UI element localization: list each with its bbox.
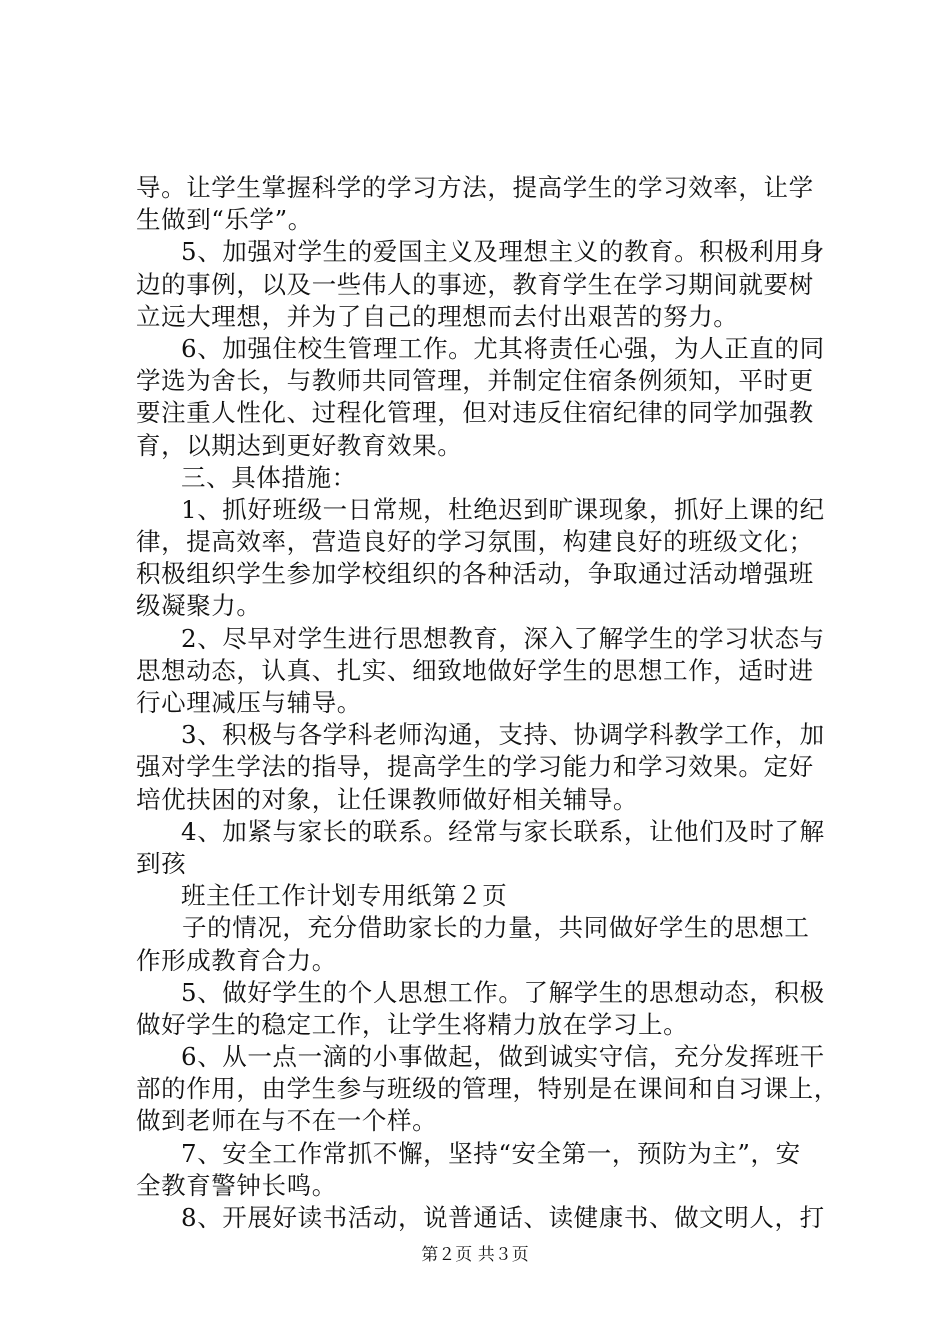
text-line: 2、尽早对学生进行思想教育，深入了解学生的学习状态与 xyxy=(181,623,825,653)
text-line: 3、积极与各学科老师沟通，支持、协调学科教学工作，加 xyxy=(181,720,825,750)
text-line: 学选为舍长，与教师共同管理，并制定住宿条例须知，平时更 xyxy=(136,366,814,396)
text-line: 做到老师在与不在一个样。 xyxy=(136,1106,438,1136)
text-line: 6、加强住校生管理工作。尤其将责任心强，为人正直的同 xyxy=(181,333,825,363)
text-line: 级凝聚力。 xyxy=(136,591,262,621)
text-line: 导。让学生掌握科学的学习方法，提高学生的学习效率，让学 xyxy=(136,173,814,202)
text-line: 育，以期达到更好教育效果。 xyxy=(136,430,463,460)
text-line: 立远大理想，并为了自己的理想而去付出艰苦的努力。 xyxy=(136,301,739,331)
page-footer: 第２页 共３页 xyxy=(421,1245,529,1265)
text-line: 强对学生学法的指导，提高学生的学习能力和学习效果。定好 xyxy=(136,752,814,782)
text-line: 6、从一点一滴的小事做起，做到诚实守信，充分发挥班干 xyxy=(181,1042,825,1072)
section-heading: 三、具体措施： xyxy=(181,462,357,492)
text-line: 4、加紧与家长的联系。经常与家长联系，让他们及时了解 xyxy=(181,816,825,846)
text-line: 全教育警钟长鸣。 xyxy=(136,1170,337,1200)
text-line: 做好学生的稳定工作，让学生将精力放在学习上。 xyxy=(136,1009,689,1039)
text-line: 生做到“乐学”。 xyxy=(136,205,313,235)
text-line: 5、加强对学生的爱国主义及理想主义的教育。积极利用身 xyxy=(181,237,825,267)
document-body xyxy=(136,172,839,1234)
text-line: 边的事例，以及一些伟人的事迹，教育学生在学习期间就要树 xyxy=(136,269,814,299)
text-line: 积极组织学生参加学校组织的各种活动，争取通过活动增强班 xyxy=(136,559,814,589)
text-line: 作形成教育合力。 xyxy=(136,945,337,975)
text-line: 思想动态，认真、扎实、细致地做好学生的思想工作，适时进 xyxy=(136,655,814,685)
text-line: 培优扶困的对象，让任课教师做好相关辅导。 xyxy=(136,784,638,814)
text-line: 子的情况，充分借助家长的力量，共同做好学生的思想工 xyxy=(182,913,810,943)
text-line: 部的作用，由学生参与班级的管理，特别是在课间和自习课上， xyxy=(136,1074,839,1104)
text-line: 行心理减压与辅导。 xyxy=(136,688,362,717)
page-marker-line: 班主任工作计划专用纸第２页 xyxy=(181,881,508,911)
text-line: 7、安全工作常抓不懈，坚持“安全第一，预防为主”，安 xyxy=(181,1138,801,1168)
text-line: 8、开展好读书活动，说普通话、读健康书、做文明人，打 xyxy=(181,1203,825,1232)
text-line: 到孩 xyxy=(136,848,187,878)
text-line: 律，提高效率，营造良好的学习氛围，构建良好的班级文化； xyxy=(136,527,814,557)
text-line: 5、做好学生的个人思想工作。了解学生的思想动态，积极 xyxy=(181,977,825,1007)
text-line: 1、抓好班级一日常规，杜绝迟到旷课现象，抓好上课的纪 xyxy=(181,494,825,524)
text-line: 要注重人性化、过程化管理，但对违反住宿纪律的同学加强教 xyxy=(136,398,814,428)
